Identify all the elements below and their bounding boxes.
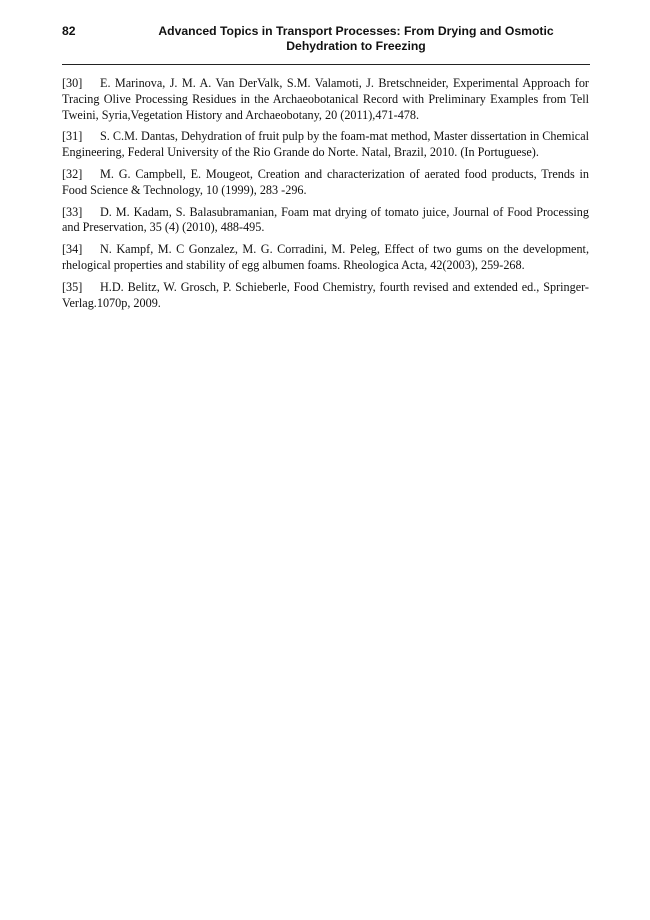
reference-text: S. C.M. Dantas, Dehydration of fruit pulp by the foam-mat method, Master dissertation in Chemical Engineering, Federal University of the Rio Grande do Norte. Natal, Brazil, 2010. (In Portuguese). <box>62 129 589 160</box>
running-title-line-2: Dehydration to Freezing <box>286 38 426 53</box>
reference-number: [30] <box>62 76 83 90</box>
reference-31 <box>62 129 589 161</box>
reference-number: [32] <box>62 166 83 181</box>
reference-text: E. Marinova, J. M. A. Van DerValk, S.M. Valamoti, J. Bretschneider, Experimental Approach for Tracing Olive Processing Residues in the Archaeobotanical Record with Preliminary Examples from Tell Tweini, Syria,Vegetation History and Archaeobotany, 20 (2011),471-478. <box>62 76 589 122</box>
reference-32 <box>62 167 589 199</box>
page-number: 82 <box>62 24 76 38</box>
page-header <box>62 24 590 65</box>
reference-number: [35] <box>62 279 83 294</box>
reference-number: [33] <box>62 204 83 219</box>
reference-list <box>62 76 589 317</box>
reference-text: D. M. Kadam, S. Balasubramanian, Foam mat drying of tomato juice, Journal of Food Processing and Preservation, 35 (4) (2010), 488-495. <box>62 204 589 235</box>
running-title <box>122 24 590 53</box>
reference-number: [34] <box>62 242 83 257</box>
reference-number: [31] <box>62 129 83 144</box>
reference-33 <box>62 205 589 237</box>
reference-34 <box>62 242 589 274</box>
reference-30 <box>62 76 589 123</box>
reference-35 <box>62 280 589 312</box>
running-title-line-1: Advanced Topics in Transport Processes: From Drying and Osmotic <box>158 24 554 38</box>
reference-text: M. G. Campbell, E. Mougeot, Creation and characterization of aerated food products, Trends in Food Science & Technology, 10 (1999), 283 -296. <box>62 166 589 197</box>
reference-text: H.D. Belitz, W. Grosch, P. Schieberle, Food Chemistry, fourth revised and extended ed., Springer-Verlag.1070p, 2009. <box>62 279 589 310</box>
reference-text: N. Kampf, M. C Gonzalez, M. G. Corradini, M. Peleg, Effect of two gums on the development, rhelogical properties and stability of egg albumen foams. Rheologica Acta, 42(2003), 259-268. <box>62 242 589 272</box>
